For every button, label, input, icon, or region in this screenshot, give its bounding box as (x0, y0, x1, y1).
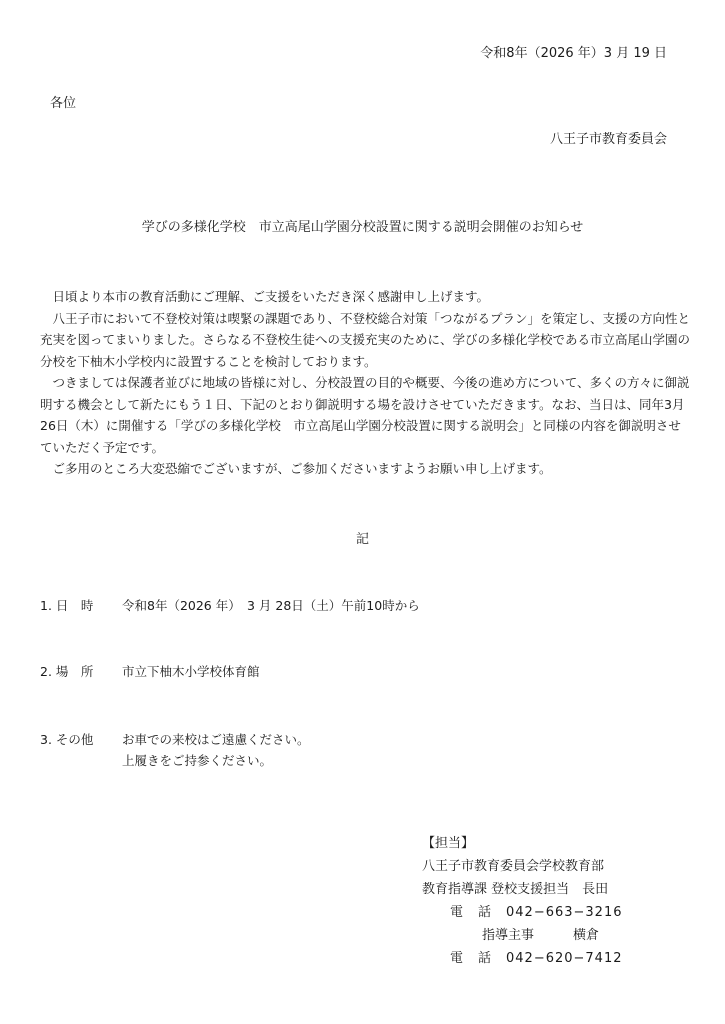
sender-name: 八王子市教育委員会 (549, 132, 667, 147)
item-other-label: 3. その他 (40, 732, 94, 747)
item-location-label: 2. 場 所 (40, 664, 94, 679)
addressee: 各位 (50, 96, 77, 111)
contact-block (422, 832, 623, 970)
item-location-value: 市立下柚木小学校体育館 (122, 664, 260, 679)
body-text (40, 286, 690, 480)
document-title: 学びの多様化学校 市立高尾山学園分校設置に関する説明会開催のお知らせ (141, 220, 584, 235)
contact-tel-1: 電 話 042−663−3216 (450, 905, 623, 920)
item-other-value-1: お車での来校はご遠慮ください。 (122, 732, 310, 747)
contact-org: 八王子市教育委員会学校教育部 (422, 859, 605, 874)
paragraph-background: 八王子市において不登校対策は喫緊の課題であり、不登校総合対策「つながるプラン」を策定し、支援の方向性と充実を図ってまいりました。さらなる不登校生徒への支援充実のために、学びの多様化学校である市立高尾山学園の分校を下柚木小学校内に設置することを検討しております。 (40, 310, 691, 369)
item-datetime-label: 1. 日 時 (40, 598, 94, 613)
item-other-value-2: 上履きをご持参ください。 (122, 753, 273, 768)
paragraph-greeting: 日頃より本市の教育活動にご理解、ご支援をいただき深く感謝申し上げます。 (52, 289, 490, 304)
ki-heading: 記 (355, 532, 369, 547)
document-date: 令和8年（2026 年）3 月 19 日 (480, 46, 667, 61)
contact-staff: 指導主事 横倉 (482, 928, 600, 943)
item-datetime-value: 令和8年（2026 年） 3 月 28日（土）午前10時から (122, 598, 420, 613)
paragraph-announcement: つきましては保護者並びに地域の皆様に対し、分校設置の目的や概要、今後の進め方について、多くの方々に御説明する機会として新たにもう１日、下記のとおり御説明する場を設けさせていただきます。なお、当日は、同年3月26日（木）に開催する「学びの多様化学校 市立高尾山学園分校設置に関する説明会」と同様の内容を御説明させていただく予定です。 (40, 375, 690, 455)
contact-header: 【担当】 (422, 836, 475, 851)
contact-tel-2: 電 話 042−620−7412 (450, 951, 623, 966)
paragraph-closing: ご多用のところ大変恐縮でございますが、ご参加くださいますようお願い申し上げます。 (52, 461, 552, 476)
contact-dept: 教育指導課 登校支援担当 長田 (422, 882, 609, 897)
